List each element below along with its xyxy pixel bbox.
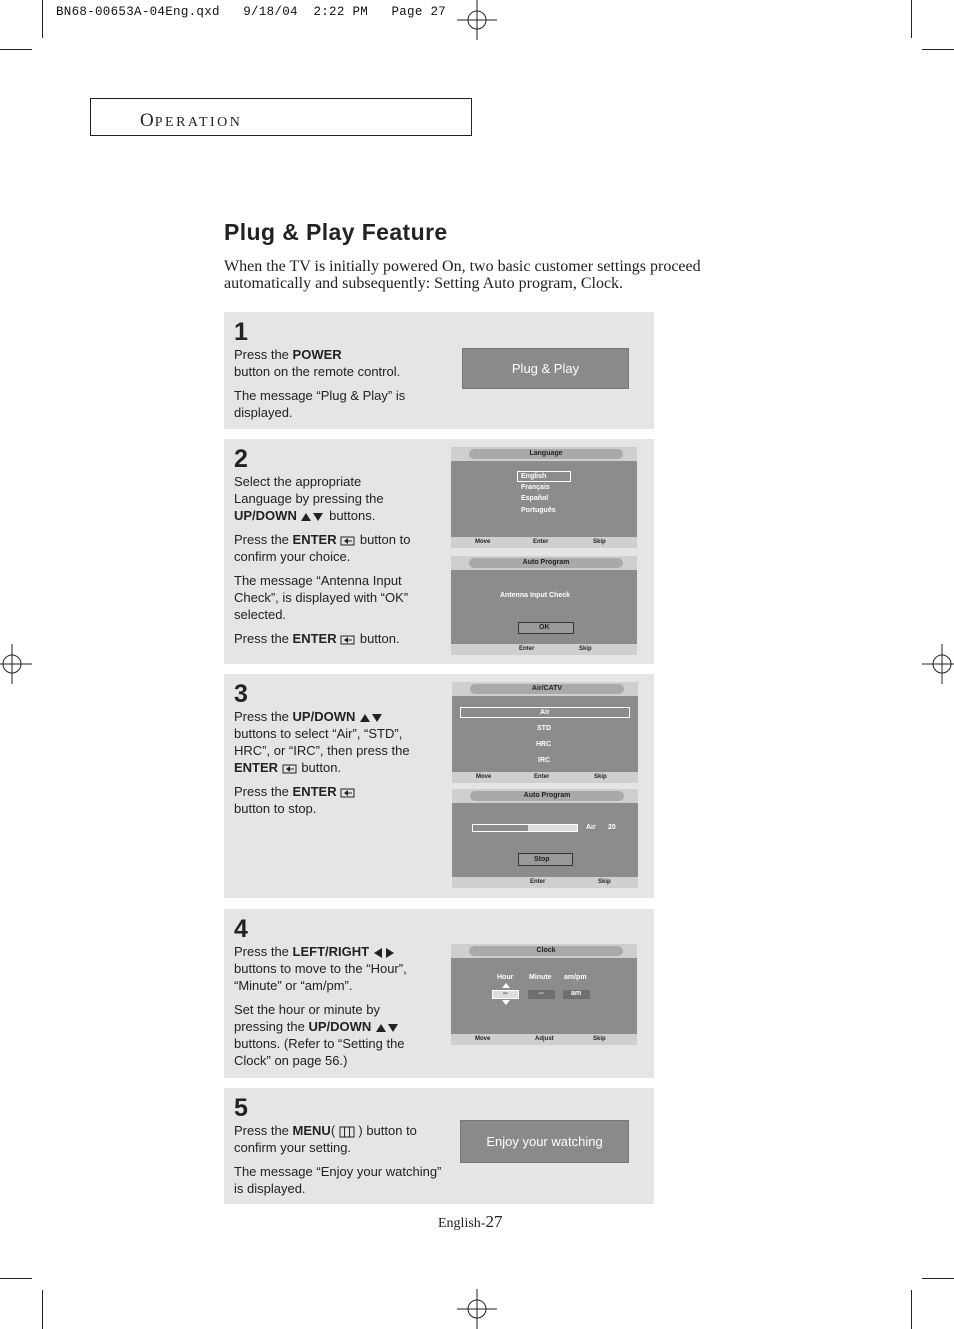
progress-bar (472, 824, 578, 832)
osd-title: Language (469, 449, 623, 459)
instruction: Set the hour or minute by pressing the UP/DOWN buttons. (Refer to “Setting the Clock” on page 56.) (234, 1002, 405, 1068)
section-title (140, 110, 242, 132)
step-number: 2 (234, 445, 248, 473)
skip-hint: Skip (593, 539, 606, 545)
intro-paragraph: When the TV is initially powered On, two basic customer settings proceed automatically and subsequently: Setting Auto program, Clock. (224, 258, 701, 292)
crop-mark (0, 49, 32, 50)
osd-footer (452, 877, 638, 888)
plug-and-play-screen: Plug & Play (462, 348, 629, 389)
instruction: The message “Plug & Play” is displayed. (234, 388, 406, 420)
instruction: Select the appropriate Language by pressing the UP/DOWN buttons. (234, 474, 384, 523)
language-menu-screen (451, 447, 637, 548)
osd-footer (452, 772, 638, 783)
step-instructions (234, 346, 424, 428)
channel-mode: Air (586, 824, 596, 831)
clock-header-minute: Minute (529, 974, 552, 981)
crop-mark (0, 1278, 32, 1279)
instruction: Press the ENTER button to stop. (234, 783, 418, 817)
air-catv-option[interactable]: STD (537, 725, 551, 732)
ampm-value: am (571, 990, 582, 997)
registration-mark-icon (0, 644, 32, 684)
minute-value: -- (539, 990, 544, 997)
page-title: Plug & Play Feature (224, 219, 448, 245)
enter-hint: Enter (534, 774, 550, 780)
section-title-rest: PERATION (154, 115, 243, 130)
antenna-check-screen (451, 556, 637, 655)
instruction: Press the LEFT/RIGHT buttons to move to the “Hour”, “Minute” or “am/pm”. (234, 944, 407, 993)
section-title-cap: O (140, 110, 155, 131)
language-option[interactable]: Português (521, 507, 556, 514)
language-option[interactable]: Español (521, 495, 549, 502)
instruction: The message “Antenna Input Check”, is displayed with “OK” selected. (234, 573, 409, 622)
osd-title-bar (451, 447, 637, 461)
up-arrow-icon (502, 983, 510, 988)
up-down-arrows-icon (300, 512, 325, 522)
enjoy-watching-screen: Enjoy your watching (460, 1120, 629, 1163)
osd-title: Air/CATV (470, 684, 624, 694)
osd-footer (451, 537, 637, 548)
osd-title-bar (451, 556, 637, 570)
clock-menu-screen (451, 944, 637, 1045)
left-right-arrows-icon (373, 947, 395, 959)
move-hint: Move (475, 539, 491, 545)
progress-fill (473, 825, 528, 831)
air-catv-option[interactable]: HRC (536, 741, 552, 748)
registration-mark-icon (922, 644, 954, 684)
skip-hint: Skip (594, 774, 607, 780)
up-down-arrows-icon (359, 713, 384, 723)
osd-title: Clock (469, 946, 623, 956)
skip-hint: Skip (593, 1036, 606, 1042)
osd-title: Auto Program (469, 558, 623, 568)
instruction: Press the POWER button on the remote control. (234, 347, 401, 379)
crop-mark (42, 0, 43, 38)
crop-mark (922, 49, 954, 50)
stop-label: Stop (534, 856, 550, 863)
step-number: 4 (234, 915, 248, 943)
step-3 (224, 674, 654, 898)
step-number: 1 (234, 318, 248, 346)
move-hint: Move (475, 1036, 491, 1042)
registration-mark-icon (457, 1289, 497, 1329)
channel-number: 20 (608, 824, 616, 831)
clock-header-hour: Hour (497, 974, 514, 981)
skip-hint: Skip (579, 646, 592, 652)
osd-title: Auto Program (470, 791, 624, 801)
clock-header-ampm: am/pm (564, 974, 587, 981)
enter-icon (340, 635, 356, 645)
crop-mark (911, 0, 912, 38)
step-number: 3 (234, 680, 248, 708)
air-catv-option[interactable]: IRC (538, 757, 551, 764)
instruction: Press the ENTER button to confirm your choice. (234, 532, 411, 564)
crop-mark (911, 1290, 912, 1329)
step-number: 5 (234, 1094, 248, 1122)
step-5 (224, 1088, 654, 1204)
hour-value: -- (503, 990, 508, 997)
air-catv-option[interactable]: Air (540, 709, 550, 716)
registration-mark-icon (457, 0, 497, 40)
language-option[interactable]: English (521, 473, 547, 480)
osd-title-bar (451, 944, 637, 958)
step-instructions (234, 943, 420, 1076)
crop-mark (42, 1290, 43, 1329)
air-catv-menu-screen (452, 682, 638, 783)
enter-hint: Enter (530, 879, 546, 885)
down-arrow-icon (502, 1000, 510, 1005)
step-instructions (234, 1122, 452, 1204)
enter-hint: Enter (519, 646, 535, 652)
osd-title-bar (452, 682, 638, 696)
menu-icon (339, 1126, 355, 1138)
up-down-arrows-icon (375, 1023, 400, 1033)
footer-language: English- (438, 1216, 486, 1231)
step-4 (224, 909, 654, 1078)
page-number: 27 (485, 1212, 503, 1231)
adjust-hint: Adjust (535, 1036, 554, 1042)
page-footer (438, 1212, 502, 1232)
osd-footer (451, 644, 637, 655)
crop-mark (922, 1278, 954, 1279)
step-instructions (234, 708, 418, 824)
enter-icon (340, 536, 356, 546)
auto-program-screen (452, 789, 638, 888)
step-1 (224, 312, 654, 429)
instruction: Press the MENU( ) button to confirm your setting. (234, 1123, 417, 1155)
instruction: The message “Enjoy your watching” is displayed. (234, 1164, 442, 1196)
enter-hint: Enter (533, 539, 549, 545)
osd-footer (451, 1034, 637, 1045)
step-instructions (234, 473, 418, 654)
skip-hint: Skip (598, 879, 611, 885)
enter-icon (282, 764, 298, 774)
instruction: Press the ENTER button. (234, 631, 400, 646)
step-2 (224, 439, 654, 664)
language-option[interactable]: Français (521, 484, 550, 491)
instruction: Press the UP/DOWN buttons to select “Air”, “STD”, HRC”, or “IRC”, then press the ENTER button. (234, 709, 410, 775)
antenna-message: Antenna Input Check (500, 592, 571, 599)
move-hint: Move (476, 774, 492, 780)
printer-slug: BN68-00653A-04Eng.qxd 9/18/04 2:22 PM Page 27 (56, 5, 447, 19)
ok-label: OK (539, 624, 550, 631)
osd-title-bar (452, 789, 638, 803)
enter-icon (340, 788, 356, 798)
